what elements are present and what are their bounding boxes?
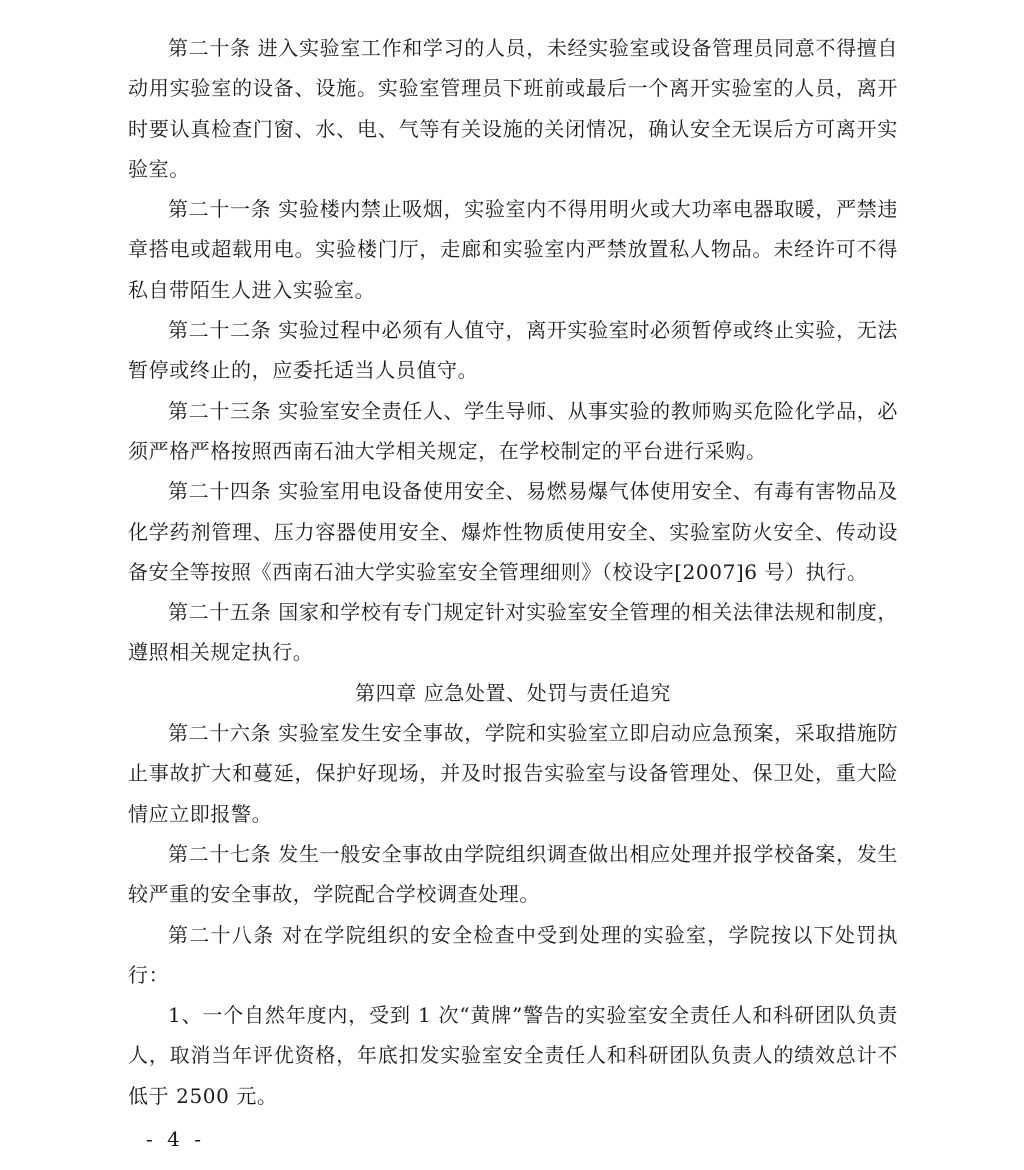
document-body (128, 28, 898, 1116)
article-23: 第二十三条 实验室安全责任人、学生导师、从事实验的教师购买危险化学品，必须严格严格按照西南石油大学相关规定，在学校制定的平台进行采购。 (128, 398, 898, 463)
article-24: 第二十四条 实验室用电设备使用安全、易燃易爆气体使用安全、有毒有害物品及化学药剂管理、压力容器使用安全、爆炸性物质使用安全、实验室防火安全、传动设备安全等按照《西南石油大学实验室安全管理细则》（校设字[2007]6 号）执行。 (128, 479, 898, 584)
article-26: 第二十六条 实验室发生安全事故，学院和实验室立即启动应急预案，采取措施防止事故扩大和蔓延，保护好现场，并及时报告实验室与设备管理处、保卫处，重大险情应立即报警。 (128, 721, 898, 826)
article-22: 第二十二条 实验过程中必须有人值守，离开实验室时必须暂停或终止实验，无法暂停或终止的，应委托适当人员值守。 (128, 318, 898, 383)
penalty-item-1: 1、一个自然年度内，受到 1 次“黄牌”警告的实验室安全责任人和科研团队负责人，取消当年评优资格，年底扣发实验室安全责任人和科研团队负责人的绩效总计不低于 2500 元。 (128, 1003, 898, 1108)
article-21: 第二十一条 实验楼内禁止吸烟，实验室内不得用明火或大功率电器取暖，严禁违章搭电或超载用电。实验楼门厅，走廊和实验室内严禁放置私人物品。未经许可不得私自带陌生人进入实验室。 (128, 197, 898, 302)
page-number: - 4 - (146, 1127, 205, 1151)
article-27: 第二十七条 发生一般安全事故由学院组织调查做出相应处理并报学校备案，发生较严重的安全事故，学院配合学校调查处理。 (128, 841, 898, 907)
article-20: 第二十条 进入实验室工作和学习的人员，未经实验室或设备管理员同意不得擅自动用实验室的设备、设施。实验室管理员下班前或最后一个离开实验室的人员，离开时要认真检查门窗、水、电、气等有关设施的关闭情况，确认安全无误后方可离开实验室。 (128, 36, 898, 181)
chapter-heading: 第四章 应急处置、处罚与责任追究 (355, 680, 671, 705)
article-28: 第二十八条 对在学院组织的安全检查中受到处理的实验室，学院按以下处罚执行： (128, 922, 898, 987)
article-25: 第二十五条 国家和学校有专门规定针对实验室安全管理的相关法律法规和制度，遵照相关规定执行。 (128, 600, 898, 665)
